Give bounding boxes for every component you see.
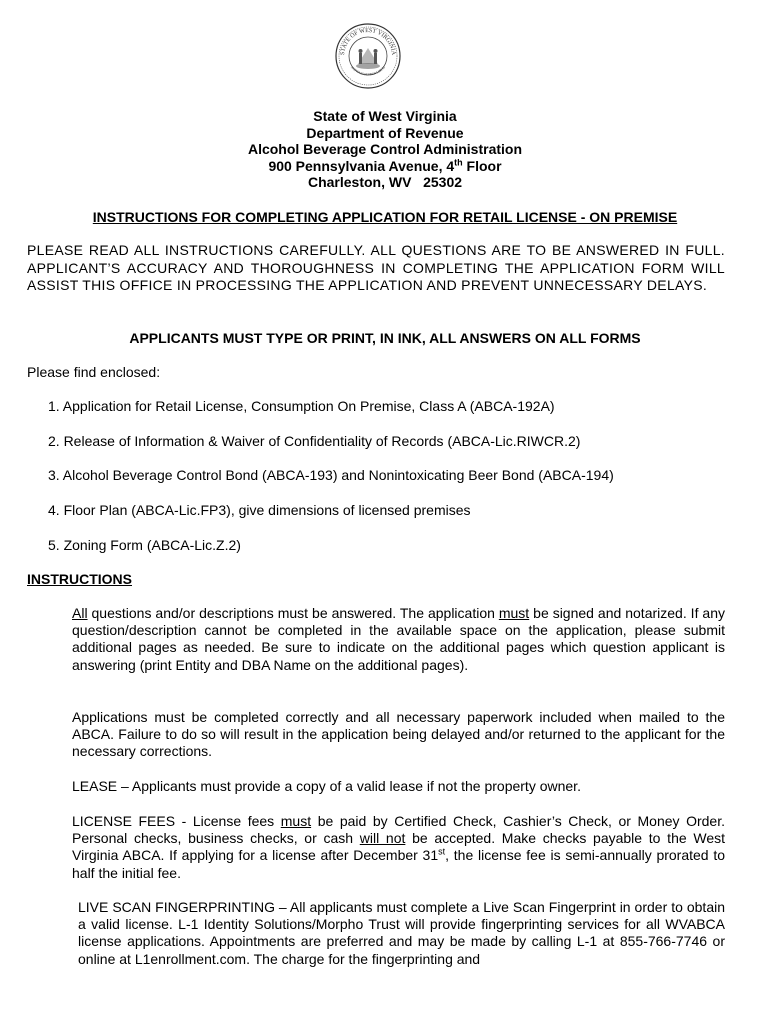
instructions-heading: INSTRUCTIONS — [27, 571, 132, 587]
intro-paragraph: PLEASE READ ALL INSTRUCTIONS CAREFULLY. ALL QUESTIONS ARE TO BE ANSWERED IN FULL. APPLICANT’S ACCURACY AND THOROUGHNESS IN COMPLETING THE APPLICATION FORM WILL ASSIST THIS OFFICE IN PROCESSING THE APPLICATION AND PREVENT UNNECESSARY DELAYS. — [27, 242, 725, 293]
header-department: Department of Revenue — [306, 124, 464, 141]
header-street: 900 Pennsylvania Avenue, 4th Floor — [268, 156, 502, 174]
enclosed-item: 1. Application for Retail License, Consumption On Premise, Class A (ABCA-192A) — [48, 398, 555, 414]
enclosed-item: 5. Zoning Form (ABCA-Lic.Z.2) — [48, 537, 241, 553]
instruction-paragraph-completion: Applications must be completed correctly and all necessary paperwork included when mailed to the ABCA. Failure to do so will result in the application being delayed and/or returned to the applicant for the necessary corrections. — [72, 709, 725, 760]
header-city: Charleston, WV 25302 — [307, 174, 463, 190]
header-state: State of West Virginia — [313, 108, 457, 124]
header-administration: Alcohol Beverage Control Administration — [247, 141, 523, 157]
document-title: INSTRUCTIONS FOR COMPLETING APPLICATION FOR RETAIL LICENSE - ON PREMISE — [92, 209, 678, 225]
instruction-paragraph-fees: LICENSE FEES - License fees must be paid by Certified Check, Cashier’s Check, or Money Order. Personal checks, business checks, or cash will not be accepted. Make checks payable to the West Virginia ABCA. If applying for a license after December 31st, the license fee is semi-annually prorated to half the initial fee. — [72, 813, 725, 881]
agency-header — [0, 108, 770, 191]
seal-ring-text: STATE OF WEST VIRGINIA — [339, 27, 397, 56]
enclosed-item: 3. Alcohol Beverage Control Bond (ABCA-193) and Nonintoxicating Beer Bond (ABCA-194) — [48, 467, 614, 483]
instruction-paragraph-lease: LEASE – Applicants must provide a copy of a valid lease if not the property owner. — [72, 778, 581, 794]
instruction-paragraph-answers: All questions and/or descriptions must be answered. The application must be signed and notarized. If any question/description cannot be completed in the available space on the application, please submit additional pages as needed. Be sure to indicate on the additional pages which question applicant is answering (print Entity and DBA Name on the additional pages). — [72, 605, 725, 673]
state-seal — [334, 22, 402, 90]
enclosed-label: Please find enclosed: — [27, 364, 161, 380]
instruction-paragraph-fingerprinting: LIVE SCAN FINGERPRINTING – All applicants must complete a Live Scan Fingerprint in order to obtain a valid license. L-1 Identity Solutions/Morpho Trust will provide fingerprinting services for all WVABCA license applications. Appointments are preferred and may be made by calling L-1 at 855-766-7746 or online at L1enrollment.com. The charge for the fingerprinting and — [78, 899, 725, 967]
enclosed-item: 4. Floor Plan (ABCA-Lic.FP3), give dimensions of licensed premises — [48, 502, 471, 518]
ink-requirement: APPLICANTS MUST TYPE OR PRINT, IN INK, ALL ANSWERS ON ALL FORMS — [129, 330, 641, 346]
seal-motto-text: MONTANI SEMPER LIBERI — [350, 65, 386, 77]
enclosed-item: 2. Release of Information & Waiver of Confidentiality of Records (ABCA-Lic.RIWCR.2) — [48, 433, 581, 449]
